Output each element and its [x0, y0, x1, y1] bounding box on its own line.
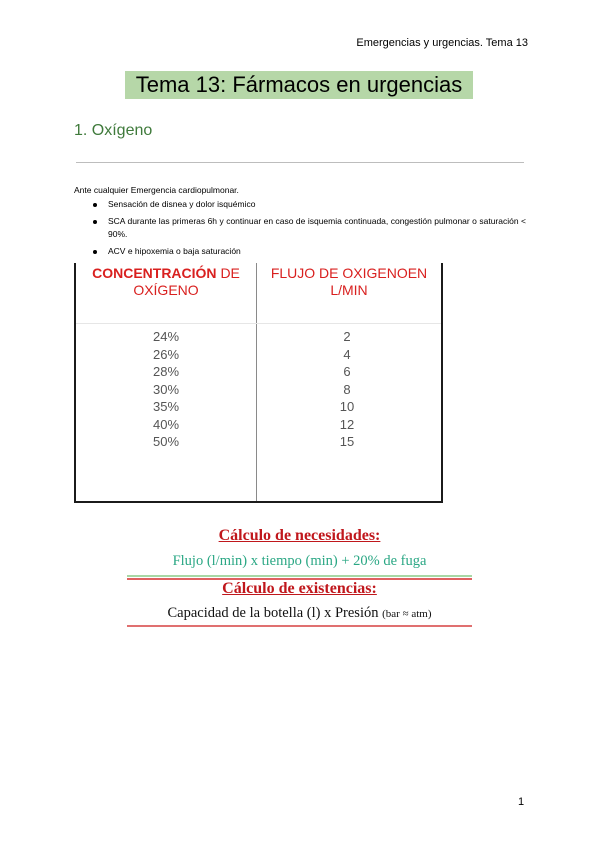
concentration-cell: 30%: [152, 381, 180, 397]
list-item: Sensación de disnea y dolor isquémico: [74, 198, 526, 211]
list-item: SCA durante las primeras 6h y continuar en caso de isquemia continuada, congestión pulmonar o saturación < 90%.: [74, 215, 526, 241]
concentration-cell: 24%: [152, 329, 180, 344]
section-divider: [76, 162, 524, 163]
header-flow-b: L/MIN: [330, 282, 368, 298]
header-concentration: [76, 265, 256, 299]
header-divider: [76, 323, 441, 324]
flow-cell: 15: [339, 434, 355, 449]
concentration-cell: 26%: [152, 346, 180, 362]
header-concentration-c: OXÍGENO: [133, 282, 199, 298]
header-flow: [257, 265, 441, 299]
flow-cell: 8: [343, 381, 351, 397]
header-concentration-a: CONCENTRACIÓN: [92, 265, 217, 281]
concentration-cell: 28%: [152, 364, 180, 379]
page-title: Tema 13: Fármacos en urgencias: [125, 71, 473, 99]
list-item: ACV e hipoxemia o baja saturación: [74, 245, 526, 258]
needs-title: Cálculo de necesidades:: [218, 527, 381, 544]
oxygen-formulas: [127, 527, 472, 628]
formula-divider-green: [127, 575, 472, 577]
stock-note: (bar ≈ atm): [382, 608, 432, 620]
formula-bottom-divider: [127, 625, 472, 627]
stock-title: Cálculo de existencias:: [222, 580, 377, 597]
flow-cell: 12: [339, 416, 355, 432]
stock-formula-line: [127, 605, 472, 622]
concentration-cell: 50%: [152, 434, 180, 449]
header-concentration-b: DE: [220, 265, 240, 281]
concentration-column: [116, 328, 216, 451]
flow-cell: 10: [339, 399, 355, 414]
stock-formula: Capacidad de la botella (l) x Presión: [167, 605, 379, 621]
flow-cell: 2: [343, 329, 351, 344]
flow-column: [297, 328, 397, 451]
concentration-cell: 35%: [152, 399, 180, 414]
flow-cell: 6: [343, 364, 351, 379]
header-flow-a: FLUJO DE OXIGENOEN: [270, 265, 428, 281]
needs-formula: Flujo (l/min) x tiempo (min) + 20% de fuga: [172, 553, 427, 569]
running-header: Emergencias y urgencias. Tema 13: [356, 37, 528, 49]
intro-text: Ante cualquier Emergencia cardiopulmonar.: [74, 185, 239, 195]
section-heading: 1. Oxígeno: [74, 122, 153, 139]
oxygen-flow-table: [74, 263, 443, 503]
page-number: 1: [518, 796, 525, 808]
concentration-cell: 40%: [152, 416, 180, 432]
flow-cell: 4: [343, 346, 351, 362]
indication-list: [74, 198, 526, 262]
